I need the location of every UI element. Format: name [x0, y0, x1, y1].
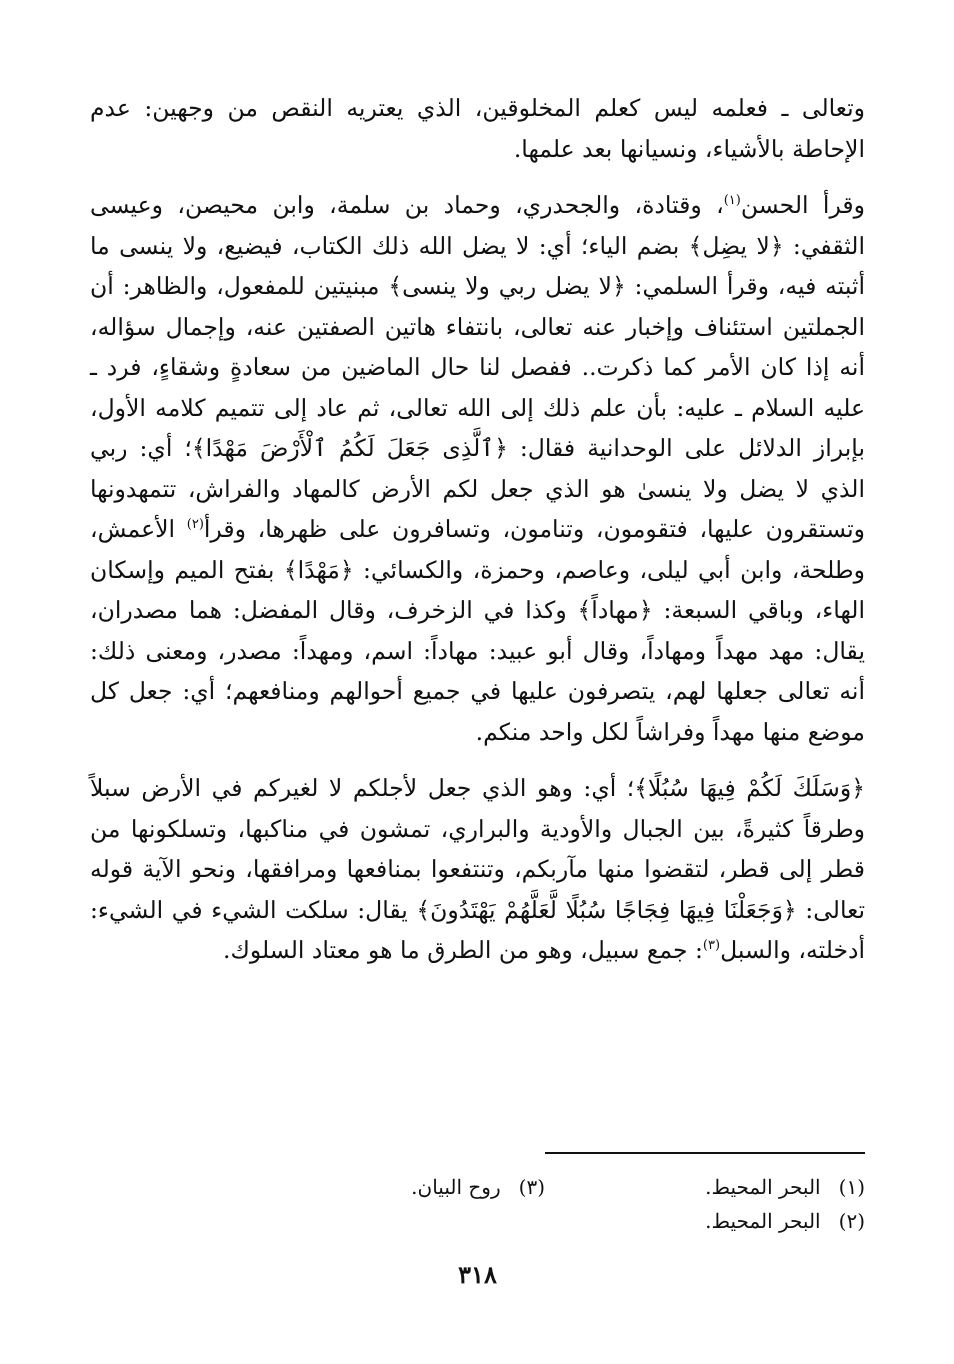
footnote-ref-2: (٢)	[186, 517, 204, 533]
footnote-row	[90, 1170, 865, 1204]
footnote-3	[225, 1170, 545, 1204]
footnote-number: (١)	[838, 1175, 865, 1199]
footnote-1	[545, 1170, 865, 1204]
book-page	[90, 88, 865, 1288]
paragraph-3-start: ﴿وَسَلَكَ لَكُمْ فِيهَا سُبُلًا﴾؛ أي: وهو الذي جعل لأجلكم لا لغيركم في الأرض سبلاً وطرقاً كثيرةً، بين الجبال والأودية والبراري، تمشون في مناكبها، وتسلكونها من قطر إلى قطر، لتقضوا منها مآربكم، وتنتفعوا بمنافعها ومرافقها، ونحو الآية قوله تعالى: ﴿وَجَعَلْنَا فِيهَا فِجَاجًا سُبُلًا لَّعَلَّهُمْ يَهْتَدُونَ﴾ يقال: سلكت الشيء في الشيء: أدخلته، والسبل	[90, 774, 865, 964]
paragraph-2-end: الأعمش، وطلحة، وابن أبي ليلى، وعاصم، وحمزة، والكسائي: ﴿مَهْدًا﴾ بفتح الميم وإسكان الهاء، وباقي السبعة: ﴿مهاداً﴾ وكذا في الزخرف، وقال المفضل: هما مصدران، يقال: مهد مهداً ومهاداً، وقال أبو عبيد: مهاداً: اسم، ومهداً: مصدر، ومعنى ذلك: أنه تعالى جعلها لهم، يتصرفون عليها في جميع أحوالهم ومنافعهم؛ أي: جعل كل موضع منها مهداً وفراشاً لكل واحد منكم.	[90, 515, 865, 746]
footnote-ref-1: (١)	[723, 193, 741, 209]
footnote-divider	[545, 1152, 865, 1154]
page-number: ٣١٨	[458, 1260, 497, 1289]
footnotes	[90, 1170, 865, 1238]
footnote-row	[90, 1204, 865, 1238]
footnote-ref-3: (٣)	[702, 938, 721, 954]
paragraph-2	[90, 185, 865, 752]
footnote-text: روح البيان.	[411, 1175, 501, 1199]
footnote-number: (٢)	[838, 1209, 865, 1233]
paragraph-3-end: : جمع سبيل، وهو من الطرق ما هو معتاد السلوك.	[223, 936, 703, 964]
footnote-2	[545, 1204, 865, 1238]
footnote-text: البحر المحيط.	[705, 1175, 821, 1199]
paragraph-3	[90, 768, 865, 971]
paragraph-1: وتعالى ـ فعلمه ليس كعلم المخلوقين، الذي يعتريه النقص من وجهين: عدم الإحاطة بالأشياء، ونسيانها بعد علمها.	[90, 94, 865, 163]
paragraph-2-start: وقرأ الحسن	[740, 191, 866, 219]
footnote-number: (٣)	[518, 1175, 545, 1199]
paragraph-2-rest: ، وقتادة، والجحدري، وحماد بن سلمة، وابن محيصن، وعيسى الثقفي: ﴿لا يضِل﴾ بضم الياء؛ أي: لا يضل الله ذلك الكتاب، فيضيع، ولا ينسى ما أثبته فيه، وقرأ السلمي: ﴿لا يضل ربي ولا ينسى﴾ مبنيتين للمفعول، والظاهر: أن الجملتين استئناف وإخبار عنه تعالى، بانتفاء هاتين الصفتين عنه، وإجمال سؤاله، أنه إذا كان الأمر كما ذكرت.. ففصل لنا حال الماضين من سعادةٍ وشقاءٍ، فرد ـ عليه السلام ـ عليه: بأن علم ذلك إلى الله تعالى، ثم عاد إلى تتميم كلامه الأول، بإبراز الدلائل على الوحدانية فقال: ﴿ٱلَّذِى جَعَلَ لَكُمُ ٱلْأَرْضَ مَهْدًا﴾؛ أي: ربي الذي لا يضل ولا ينسىٰ هو الذي جعل لكم الأرض كالمهاد والفراش، تتمهدونها وتستقرون عليها، فتقومون، وتنامون، وتسافرون على ظهرها، وقرأ	[90, 191, 865, 543]
footnote-text: البحر المحيط.	[705, 1209, 821, 1233]
